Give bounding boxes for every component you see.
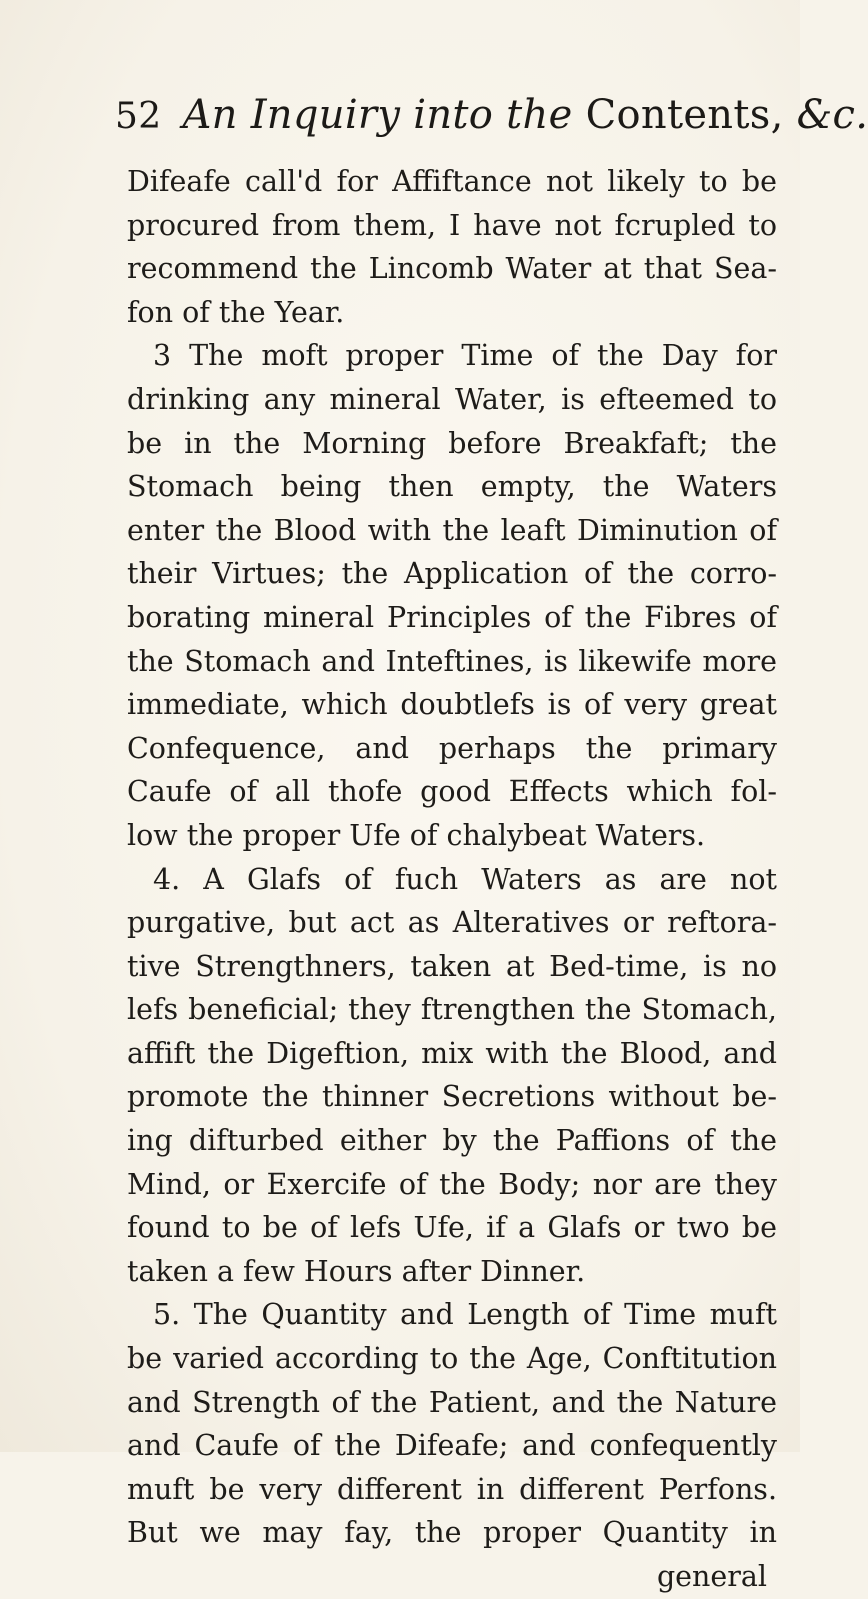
text-line: tive Strengthners, taken at Bed-time, is no — [127, 949, 777, 983]
text-line: the Stomach and Inteftines, is likewife more — [127, 644, 777, 678]
text-line: be in the Morning before Breakfaft; the — [127, 426, 777, 460]
text-line: enter the Blood with the leaft Diminution of — [127, 513, 777, 547]
text-line: their Virtues; the Application of the corro- — [127, 557, 777, 591]
text-line: procured from them, I have not fcrupled to — [127, 208, 777, 242]
text-line: 3 The moft proper Time of the Day for — [153, 339, 777, 373]
text-line: affift the Digeftion, mix with the Blood, and — [127, 1036, 777, 1070]
running-title-etc: &c. — [796, 92, 868, 138]
text-line: 4. A Glafs of fuch Waters as are not — [153, 862, 777, 896]
running-title-italic: An Inquiry into the — [182, 92, 573, 138]
text-line: taken a few Hours after Dinner. — [127, 1254, 586, 1288]
page-number: 52 — [115, 96, 162, 137]
text-line: and Strength of the Patient, and the Nature — [127, 1385, 777, 1419]
text-line: low the proper Ufe of chalybeat Waters. — [127, 818, 706, 852]
page-body — [127, 160, 777, 1599]
text-line: Confequence, and perhaps the primary — [127, 731, 777, 765]
text-line: Stomach being then empty, the Waters — [127, 470, 777, 504]
text-line: 5. The Quantity and Length of Time muft — [153, 1298, 777, 1332]
text-line: and Caufe of the Difeafe; and confequently — [127, 1429, 777, 1463]
text-line: be varied according to the Age, Conftitution — [127, 1342, 777, 1376]
text-line: But we may fay, the proper Quantity in — [127, 1516, 777, 1550]
text-line: Difeafe call'd for Affiftance not likely to be — [127, 165, 777, 198]
text-line: found to be of lefs Ufe, if a Glafs or two be — [127, 1211, 777, 1245]
running-title-roman: Contents, — [585, 92, 784, 138]
text-line: immediate, which doubtlefs is of very great — [127, 688, 777, 722]
text-line: borating mineral Principles of the Fibres of — [127, 600, 777, 634]
text-line: fon of the Year. — [127, 295, 345, 329]
catchword: general — [656, 1560, 767, 1593]
text-line: recommend the Lincomb Water at that Sea- — [127, 252, 777, 286]
text-line: ing difturbed either by the Paffions of the — [127, 1124, 777, 1158]
text-line: drinking any mineral Water, is efteemed to — [127, 382, 777, 416]
text-line: lefs beneficial; they ftrengthen the Stomach, — [127, 993, 777, 1027]
text-line: Caufe of all thofe good Effects which fol- — [127, 775, 777, 809]
text-line: muft be very different in different Perfons. — [127, 1472, 777, 1506]
text-line: promote the thinner Secretions without be- — [127, 1080, 777, 1114]
text-line: Mind, or Exercife of the Body; nor are they — [127, 1167, 777, 1201]
text-line: purgative, but act as Alteratives or reftora- — [127, 906, 777, 940]
running-header — [115, 92, 868, 152]
